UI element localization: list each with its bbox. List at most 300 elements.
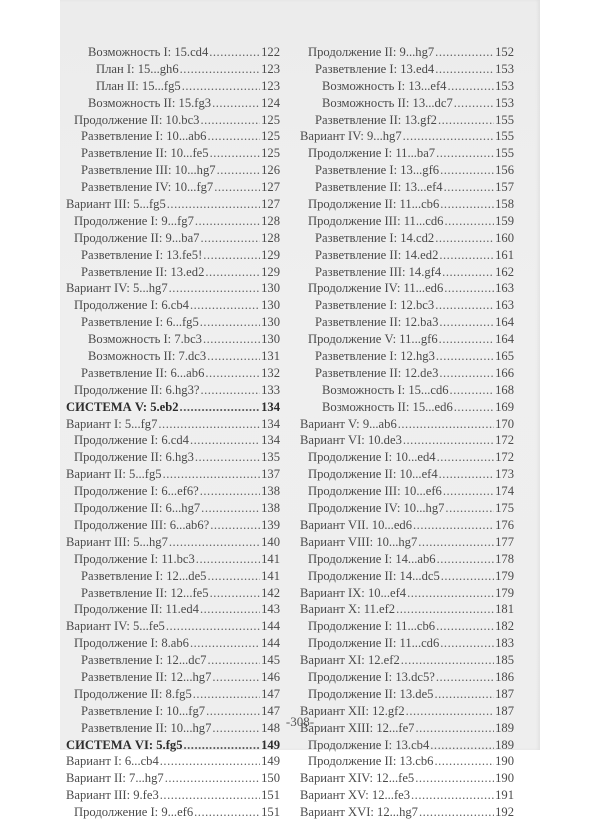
dot-leader [435, 61, 494, 78]
toc-entry [66, 601, 280, 618]
dot-leader [194, 804, 260, 821]
dot-leader [212, 669, 260, 686]
toc-entry-page: 177 [495, 534, 514, 549]
toc-entry-page: 179 [495, 585, 514, 600]
dot-leader [403, 432, 494, 449]
book-page [60, 0, 540, 820]
toc-entry-page: 153 [495, 61, 514, 76]
toc-entry-page: 134 [261, 399, 280, 414]
toc-entry-page: 135 [261, 450, 280, 465]
dot-leader [203, 247, 260, 264]
dot-leader [439, 331, 494, 348]
toc-entry [300, 568, 514, 585]
dot-leader [196, 551, 260, 568]
dot-leader [444, 213, 494, 230]
dot-leader [437, 551, 495, 568]
toc-entry-title: Вариант IV: 5...hg7 [66, 281, 168, 296]
toc-entry-page: 164 [495, 315, 514, 330]
toc-entry-title: Разветвление I: 13.fe5! [81, 247, 203, 262]
toc-entry [66, 162, 280, 179]
toc-entry-page: 149 [261, 754, 280, 769]
toc-entry [300, 737, 514, 754]
toc-entry-page: 182 [495, 619, 514, 634]
toc-entry [300, 78, 514, 95]
toc-section-heading [66, 737, 280, 754]
toc-entry-title: Возможность I: 7.bc3 [88, 332, 202, 347]
toc-entry-page: 129 [261, 264, 280, 279]
dot-leader [160, 787, 260, 804]
toc-entry-title: Продолжение II: 11.ed4 [74, 602, 199, 617]
dot-leader [209, 44, 260, 61]
toc-entry-title: СИСТЕМА V: 5.eb2 [66, 399, 179, 414]
toc-entry-page: 163 [495, 298, 514, 313]
toc-entry [300, 466, 514, 483]
toc-entry-page: 130 [261, 332, 280, 347]
dot-leader [440, 196, 494, 213]
dot-leader [437, 449, 495, 466]
dot-leader [166, 618, 260, 635]
toc-entry-page: 125 [261, 146, 280, 161]
toc-entry-title: Вариант VII. 10...ed6 [300, 517, 413, 532]
toc-entry-page: 147 [261, 703, 280, 718]
toc-entry [300, 652, 514, 669]
page-number: -308- [285, 714, 315, 729]
toc-entry-title: Вариант IV: 9...hg7 [300, 129, 402, 144]
toc-entry [300, 534, 514, 551]
dot-leader [190, 297, 260, 314]
toc-entry [300, 449, 514, 466]
toc-entry-page: 134 [261, 416, 280, 431]
toc-entry-page: 183 [495, 636, 514, 651]
toc-entry [300, 213, 514, 230]
toc-entry [66, 432, 280, 449]
toc-entry-page: 190 [495, 754, 514, 769]
toc-entry [66, 44, 280, 61]
toc-entry-title: Продолжение II: 6.hg3 [74, 450, 194, 465]
toc-entry-page: 174 [495, 484, 514, 499]
toc-entry-title: Возможность I: 15.cd4 [88, 45, 209, 59]
dot-leader [212, 95, 260, 112]
toc-entry-page: 148 [261, 720, 280, 735]
toc-entry-page: 190 [495, 771, 514, 786]
toc-entry-title: Вариант III: 9.fe3 [66, 788, 159, 803]
toc-entry-title: Разветвление II: 10...hg7 [81, 720, 212, 735]
toc-entry-title: Вариант XIII: 12...fe7 [300, 720, 415, 735]
toc-entry [66, 78, 280, 95]
toc-entry-page: 173 [495, 467, 514, 482]
toc-entry-page: 150 [261, 771, 280, 786]
toc-entry-page: 152 [495, 45, 514, 59]
toc-entry-title: Разветвление II: 14.ed2 [315, 247, 439, 262]
dot-leader [439, 314, 494, 331]
toc-entry-page: 141 [261, 551, 280, 566]
dot-leader [430, 737, 494, 754]
dot-leader [190, 432, 260, 449]
toc-entry-page: 189 [495, 737, 514, 752]
toc-entry [300, 601, 514, 618]
toc-entry-title: Продолжение II: 14...dc5 [308, 568, 440, 583]
toc-entry-page: 125 [261, 129, 280, 144]
toc-entry [300, 314, 514, 331]
dot-leader [203, 331, 260, 348]
toc-entry-page: 185 [495, 653, 514, 668]
toc-entry-title: Разветвление II: 13.gf2 [315, 112, 437, 127]
toc-entry [300, 145, 514, 162]
toc-entry [300, 382, 514, 399]
toc-entry [66, 382, 280, 399]
toc-entry-title: Продолжение I: 11.bc3 [74, 551, 195, 566]
toc-entry-page: 138 [261, 501, 280, 516]
toc-entry-page: 151 [261, 788, 280, 803]
toc-entry [66, 280, 280, 297]
toc-entry-title: План I: 15...gh6 [96, 61, 179, 76]
dot-leader [180, 399, 261, 416]
dot-leader [214, 179, 260, 196]
toc-entry-page: 137 [261, 467, 280, 482]
toc-entry-page: 127 [261, 197, 280, 212]
toc-entry [300, 787, 514, 804]
dot-leader [435, 230, 494, 247]
toc-entry-title: Разветвление I: 12...dc7 [81, 653, 207, 668]
dot-leader [190, 635, 260, 652]
dot-leader [396, 601, 494, 618]
toc-entry [300, 247, 514, 264]
toc-entry-page: 130 [261, 315, 280, 330]
toc-entry-title: Продолжение III: 11...cd6 [308, 213, 444, 228]
toc-entry-title: Возможность II: 13...dc7 [322, 95, 453, 110]
toc-entry-title: СИСТЕМА VI: 5.fg5 [66, 737, 183, 752]
toc-entry-page: 138 [261, 484, 280, 499]
toc-entry-page: 134 [261, 433, 280, 448]
toc-entry [66, 534, 280, 551]
toc-entry-title: Вариант III: 5...hg7 [66, 534, 168, 549]
dot-leader [445, 500, 494, 517]
toc-entry-page: 187 [495, 703, 514, 718]
toc-entry [66, 753, 280, 770]
toc-section-heading [66, 399, 280, 416]
toc-entry-title: Вариант IV: 5...fe5 [66, 619, 165, 634]
toc-entry-page: 124 [261, 95, 280, 110]
toc-entry-title: Продолжение I: 11...ba7 [308, 146, 436, 161]
toc-entry-title: Разветвление I: 12.hg3 [315, 349, 435, 364]
dot-leader [450, 382, 495, 399]
toc-entry-title: Продолжение I: 9...fg7 [74, 213, 194, 228]
toc-entry-title: Продолжение V: 11...gf6 [308, 332, 438, 347]
toc-entry-page: 161 [495, 247, 514, 262]
dot-leader [419, 804, 494, 821]
toc-entry-page: 128 [261, 213, 280, 228]
toc-entry-title: Продолжение I: 10...ed4 [308, 450, 436, 465]
dot-leader [195, 213, 260, 230]
toc-entry-title: Продолжение I: 11...cb6 [308, 619, 436, 634]
toc-entry [66, 652, 280, 669]
dot-leader [411, 787, 494, 804]
toc-entry-title: Разветвление II: 10...fe5 [81, 146, 209, 161]
toc-entry-page: 163 [495, 281, 514, 296]
dot-leader [165, 770, 260, 787]
dot-leader [403, 128, 494, 145]
toc-entry-title: Вариант I: 6...cb4 [66, 754, 159, 769]
dot-leader [438, 112, 494, 129]
toc-entry-page: 126 [261, 163, 280, 178]
dot-leader [200, 382, 260, 399]
toc-entry-page: 175 [495, 501, 514, 516]
toc-entry-page: 186 [495, 669, 514, 684]
toc-entry-page: 140 [261, 534, 280, 549]
toc-entry [300, 483, 514, 500]
dot-leader [184, 737, 261, 754]
toc-entry [300, 517, 514, 534]
toc-entry-page: 158 [495, 197, 514, 212]
toc-entry [66, 500, 280, 517]
toc-entry-page: 170 [495, 416, 514, 431]
toc-entry-title: Разветвление I: 12...de5 [81, 568, 207, 583]
toc-entry-title: Вариант II: 5...fg5 [66, 467, 162, 482]
toc-entry-title: Вариант V: 9...ab6 [300, 416, 397, 431]
toc-entry-title: Вариант III: 5...fg5 [66, 197, 166, 212]
toc-entry-title: Вариант XII: 12.gf2 [300, 703, 405, 718]
dot-leader [436, 618, 494, 635]
toc-entry-page: 122 [261, 45, 280, 59]
toc-entry [66, 264, 280, 281]
toc-entry [66, 179, 280, 196]
dot-leader [163, 466, 261, 483]
toc-entry [66, 770, 280, 787]
toc-entry-title: Продолжение II: 6.hg3? [74, 382, 200, 397]
toc-entry-page: 131 [261, 349, 280, 364]
toc-entry-page: 156 [495, 163, 514, 178]
toc-entry [66, 213, 280, 230]
toc-entry-page: 165 [495, 349, 514, 364]
toc-entry-title: Разветвление IV: 10...fg7 [81, 180, 214, 195]
toc-entry-page: 168 [495, 382, 514, 397]
toc-entry-page: 155 [495, 146, 514, 161]
toc-entry-title: Продолжение II: 6...hg7 [74, 501, 201, 516]
dot-leader [200, 112, 260, 129]
toc-entry [300, 297, 514, 314]
toc-entry-page: 172 [495, 450, 514, 465]
toc-entry-page: 143 [261, 602, 280, 617]
toc-entry [300, 348, 514, 365]
toc-entry [66, 568, 280, 585]
toc-entry [66, 669, 280, 686]
toc-entry [300, 804, 514, 821]
dot-leader [160, 753, 260, 770]
toc-entry-title: Продолжение I: 9...ef6 [74, 805, 194, 820]
toc-entry [300, 585, 514, 602]
dot-leader [434, 686, 494, 703]
toc-entry-title: Разветвление I: 14.cd2 [315, 230, 435, 245]
toc-entry-title: Продолжение II: 9...ba7 [74, 230, 200, 245]
toc-entry-page: 160 [495, 230, 514, 245]
toc-entry [66, 804, 280, 821]
toc-entry-title: Продолжение I: 13.cb4 [308, 737, 430, 752]
toc-entry-title: Вариант X: 11.ef2 [300, 602, 396, 617]
dot-leader [200, 230, 260, 247]
toc-entry [300, 770, 514, 787]
toc-entry-title: Вариант XV: 12...fe3 [300, 788, 411, 803]
toc-entry [66, 635, 280, 652]
toc-entry-title: Продолжение I: 6.cd4 [74, 433, 189, 448]
toc-entry-title: Разветвление I: 10...fg7 [81, 703, 206, 718]
toc-entry-title: Вариант II: 7...hg7 [66, 771, 164, 786]
toc-entry-page: 132 [261, 365, 280, 380]
dot-leader [434, 753, 494, 770]
toc-entry-page: 139 [261, 517, 280, 532]
toc-entry-page: 166 [495, 365, 514, 380]
dot-leader [454, 95, 494, 112]
dot-leader [207, 348, 260, 365]
toc-entry-title: Разветвление I: 13...gf6 [315, 163, 440, 178]
dot-leader [200, 483, 260, 500]
toc-entry [300, 551, 514, 568]
toc-entry-title: Продолжение II: 13.de5 [308, 686, 434, 701]
toc-entry-title: Возможность II: 15...ed6 [322, 399, 453, 414]
toc-entry [66, 247, 280, 264]
toc-entry-title: Возможность II: 15.fg3 [88, 95, 212, 110]
toc-entry [300, 686, 514, 703]
toc-entry-title: Разветвление III: 14.gf4 [315, 264, 442, 279]
toc-entry [300, 753, 514, 770]
toc-entry [66, 551, 280, 568]
dot-leader [200, 314, 260, 331]
dot-leader [193, 686, 260, 703]
dot-leader [436, 145, 494, 162]
toc-entry-title: Разветвление I: 12.bc3 [315, 298, 435, 313]
dot-leader [440, 635, 494, 652]
toc-entry-title: Продолжение III: 6...ab6? [74, 517, 210, 532]
toc-entry-page: 162 [495, 264, 514, 279]
toc-entry-title: Возможность II: 7.dc3 [88, 349, 207, 364]
toc-entry-page: 155 [495, 112, 514, 127]
toc-entry-title: Вариант XVI: 12...hg7 [300, 805, 418, 820]
toc-entry [66, 348, 280, 365]
toc-entry [300, 264, 514, 281]
toc-entry [300, 230, 514, 247]
toc-entry-title: Продолжение I: 14...ab6 [308, 551, 436, 566]
toc-entry [66, 230, 280, 247]
toc-entry-page: 164 [495, 332, 514, 347]
toc-entry [300, 196, 514, 213]
toc-entry-title: Продолжение II: 9...hg7 [308, 45, 435, 59]
toc-entry [66, 196, 280, 213]
toc-entry [66, 618, 280, 635]
toc-entry-page: 125 [261, 112, 280, 127]
toc-entry-page: 149 [261, 737, 280, 752]
toc-entry-title: Разветвление II: 12.ba3 [315, 315, 439, 330]
dot-leader [207, 568, 260, 585]
dot-leader [442, 264, 494, 281]
dot-leader [415, 770, 494, 787]
toc-entry-page: 142 [261, 585, 280, 600]
dot-leader [182, 78, 260, 95]
toc-entry-title: Продолжение III: 10...ef6 [308, 484, 442, 499]
toc-entry [300, 331, 514, 348]
dot-leader [443, 483, 494, 500]
dot-leader [407, 585, 494, 602]
dot-leader [439, 365, 494, 382]
toc-entry [300, 669, 514, 686]
toc-entry-title: Вариант IX: 10...ef4 [300, 585, 407, 600]
toc-entry [300, 365, 514, 382]
toc-entry-page: 159 [495, 213, 514, 228]
toc-entry-page: 181 [495, 602, 514, 617]
toc-entry-title: Разветвление II: 13...ef4 [315, 180, 443, 195]
toc-entry [66, 95, 280, 112]
toc-entry-page: 153 [495, 78, 514, 93]
toc-entry [66, 466, 280, 483]
dot-leader [205, 365, 260, 382]
toc-entry [300, 618, 514, 635]
toc-entry-title: Продолжение IV: 11...ed6 [308, 281, 444, 296]
toc-entry [66, 365, 280, 382]
toc-entry [300, 162, 514, 179]
toc-entry [66, 449, 280, 466]
toc-entry-title: Продолжение IV: 10...hg7 [308, 501, 445, 516]
toc-entry-page: 151 [261, 805, 280, 820]
toc-entry-title: Разветвление I: 10...ab6 [81, 129, 207, 144]
toc-entry [66, 483, 280, 500]
toc-entry-title: Продолжение I: 6.cb4 [74, 298, 189, 313]
toc-entry-page: 133 [261, 382, 280, 397]
toc-entry [66, 297, 280, 314]
toc-entry-page: 191 [495, 788, 514, 803]
dot-leader [180, 61, 260, 78]
dot-leader [200, 601, 260, 618]
dot-leader [435, 44, 494, 61]
dot-leader [210, 145, 261, 162]
toc-entry-title: Продолжение II: 11...cd6 [308, 636, 440, 651]
dot-leader [217, 162, 261, 179]
toc-entry-title: Продолжение I: 8.ab6 [74, 636, 189, 651]
toc-entry [66, 145, 280, 162]
toc-entry-page: 123 [261, 61, 280, 76]
toc-entry-title: Вариант XI: 12.ef2 [300, 653, 400, 668]
toc-entry-title: Разветвление III: 10...hg7 [81, 163, 216, 178]
toc-right-column [300, 44, 514, 821]
dot-leader [444, 179, 495, 196]
toc-entry [300, 500, 514, 517]
toc-entry-page: 144 [261, 636, 280, 651]
toc-entry [300, 128, 514, 145]
toc-entry-title: Разветвление I: 13.ed4 [315, 61, 435, 76]
toc-entry-title: Возможность I: 13...ef4 [322, 78, 447, 93]
toc-entry-title: Вариант VI: 10.de3 [300, 433, 402, 448]
toc-entry [300, 635, 514, 652]
toc-entry [66, 416, 280, 433]
dot-leader [210, 585, 261, 602]
toc-entry-title: Продолжение II: 10...ef4 [308, 467, 438, 482]
toc-entry-page: 157 [495, 180, 514, 195]
toc-entry-page: 130 [261, 298, 280, 313]
toc-entry-page: 147 [261, 686, 280, 701]
toc-entry-title: Продолжение II: 13.cb6 [308, 754, 434, 769]
toc-entry-page: 153 [495, 95, 514, 110]
dot-leader [201, 500, 260, 517]
toc-entry [66, 686, 280, 703]
toc-entry [66, 61, 280, 78]
dot-leader [167, 196, 260, 213]
toc-entry-title: Разветвление II: 12.de3 [315, 365, 439, 380]
toc-entry-page: 189 [495, 720, 514, 735]
dot-leader [207, 128, 260, 145]
toc-entry [300, 280, 514, 297]
toc-entry-title: Продолжение II: 11...cb6 [308, 197, 440, 212]
toc-entry-title: Продолжение I: 6...ef6? [74, 484, 199, 499]
toc-entry [66, 787, 280, 804]
dot-leader [401, 652, 494, 669]
toc-entry [300, 179, 514, 196]
